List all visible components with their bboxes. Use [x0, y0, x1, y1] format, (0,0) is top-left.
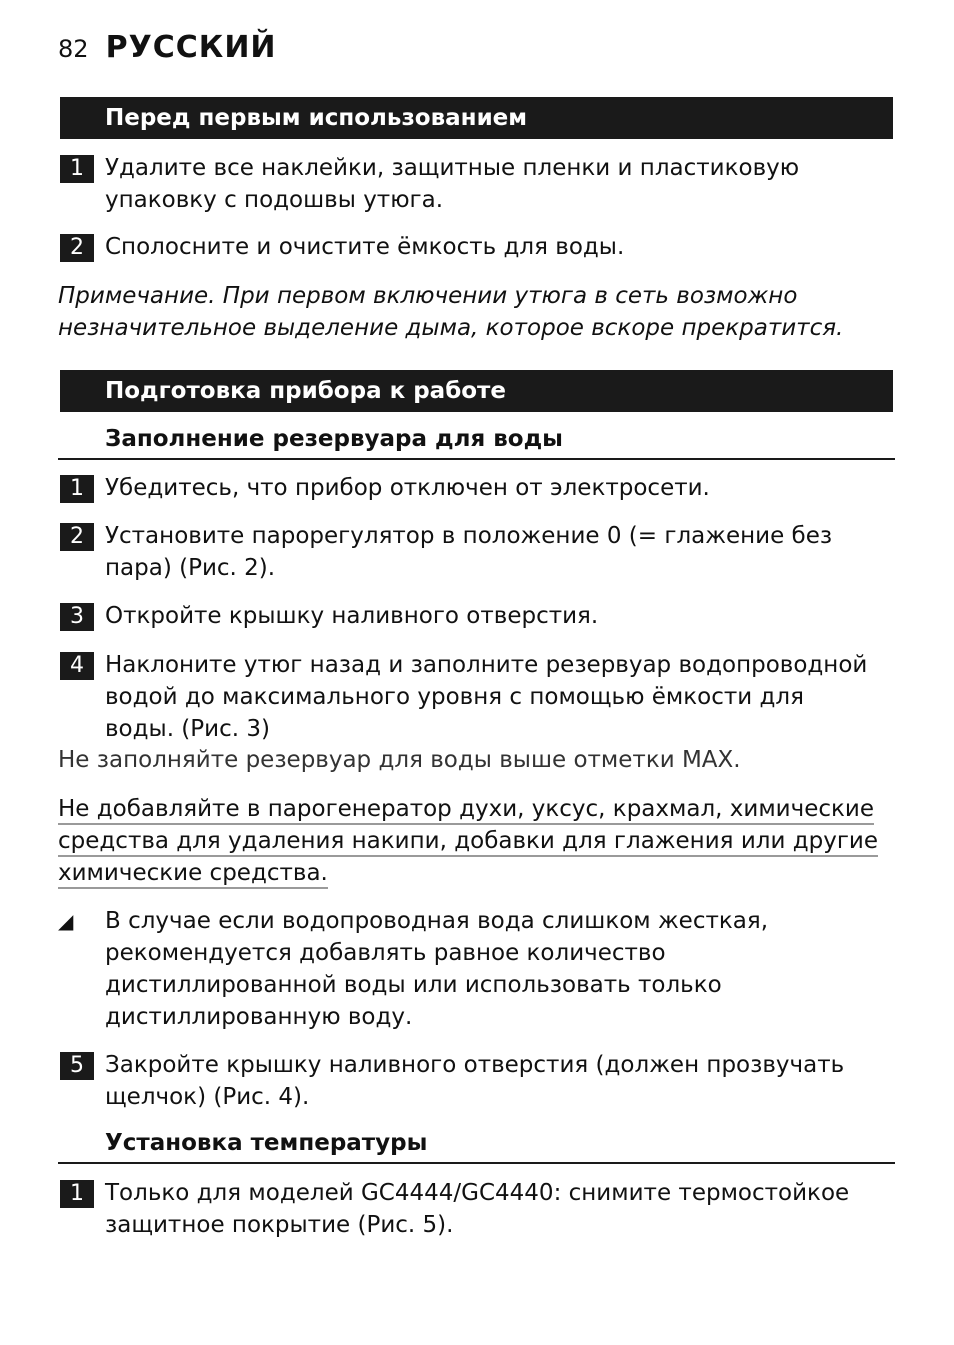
step-item [58, 520, 878, 584]
step-number: 2 [60, 523, 94, 551]
step-text: Наклоните утюг назад и заполните резервуар водопроводной водой до максимального уровня с помощью ёмкости для воды. (Рис. 3) [105, 652, 868, 742]
section-heading-before-first-use: Перед первым использованием [60, 97, 893, 139]
step-item [58, 649, 878, 745]
page-header [58, 30, 277, 65]
step-text: Откройте крышку наливного отверстия. [105, 603, 599, 629]
bullet-text: В случае если водопроводная вода слишком жесткая, рекомендуется добавлять равное количество дистиллированной воды или использовать только дистиллированную воду. [105, 908, 769, 1030]
step-number: 2 [60, 234, 94, 262]
language-title: РУССКИЙ [105, 30, 277, 65]
step-number: 1 [60, 155, 94, 183]
note-text: Примечание. При первом включении утюга в сеть возможно незначительное выделение дыма, которое вскоре прекратится. [58, 283, 844, 341]
step-number: 3 [60, 603, 94, 631]
step-item [58, 152, 878, 216]
step-text: Убедитесь, что прибор отключен от электросети. [105, 475, 710, 501]
warning-text [58, 793, 888, 889]
step-item [58, 1177, 878, 1241]
section-heading-preparation: Подготовка прибора к работе [60, 370, 893, 412]
subheading-temperature-setting: Установка температуры [58, 1128, 895, 1164]
warning-line: Не добавляйте в парогенератор духи, уксус, крахмал, химические средства для удаления накипи, добавки для глажения или другие химические средства. [58, 796, 878, 889]
step-text: Закройте крышку наливного отверстия (должен прозвучать щелчок) (Рис. 4). [105, 1052, 845, 1110]
subheading-filling-water-tank: Заполнение резервуара для воды [58, 424, 895, 460]
step-number: 1 [60, 475, 94, 503]
max-level-note: Не заполняйте резервуар для воды выше отметки MAX. [58, 747, 741, 773]
page-number: 82 [58, 35, 89, 63]
step-number: 1 [60, 1180, 94, 1208]
step-text: Только для моделей GC4444/GC4440: снимите термостойкое защитное покрытие (Рис. 5). [105, 1180, 850, 1238]
step-text: Установите парорегулятор в положение 0 (= глажение без пара) (Рис. 2). [105, 523, 833, 581]
step-item [58, 600, 878, 632]
step-number: 5 [60, 1052, 94, 1080]
step-item [58, 1049, 878, 1113]
step-number: 4 [60, 652, 94, 680]
bullet-item [58, 905, 878, 1033]
step-item [58, 472, 878, 504]
step-text: Удалите все наклейки, защитные пленки и пластиковую упаковку с подошвы утюга. [105, 155, 800, 213]
triangle-bullet-icon: ◢ [58, 909, 74, 933]
step-text: Сполосните и очистите ёмкость для воды. [105, 234, 625, 260]
step-item [58, 231, 878, 263]
